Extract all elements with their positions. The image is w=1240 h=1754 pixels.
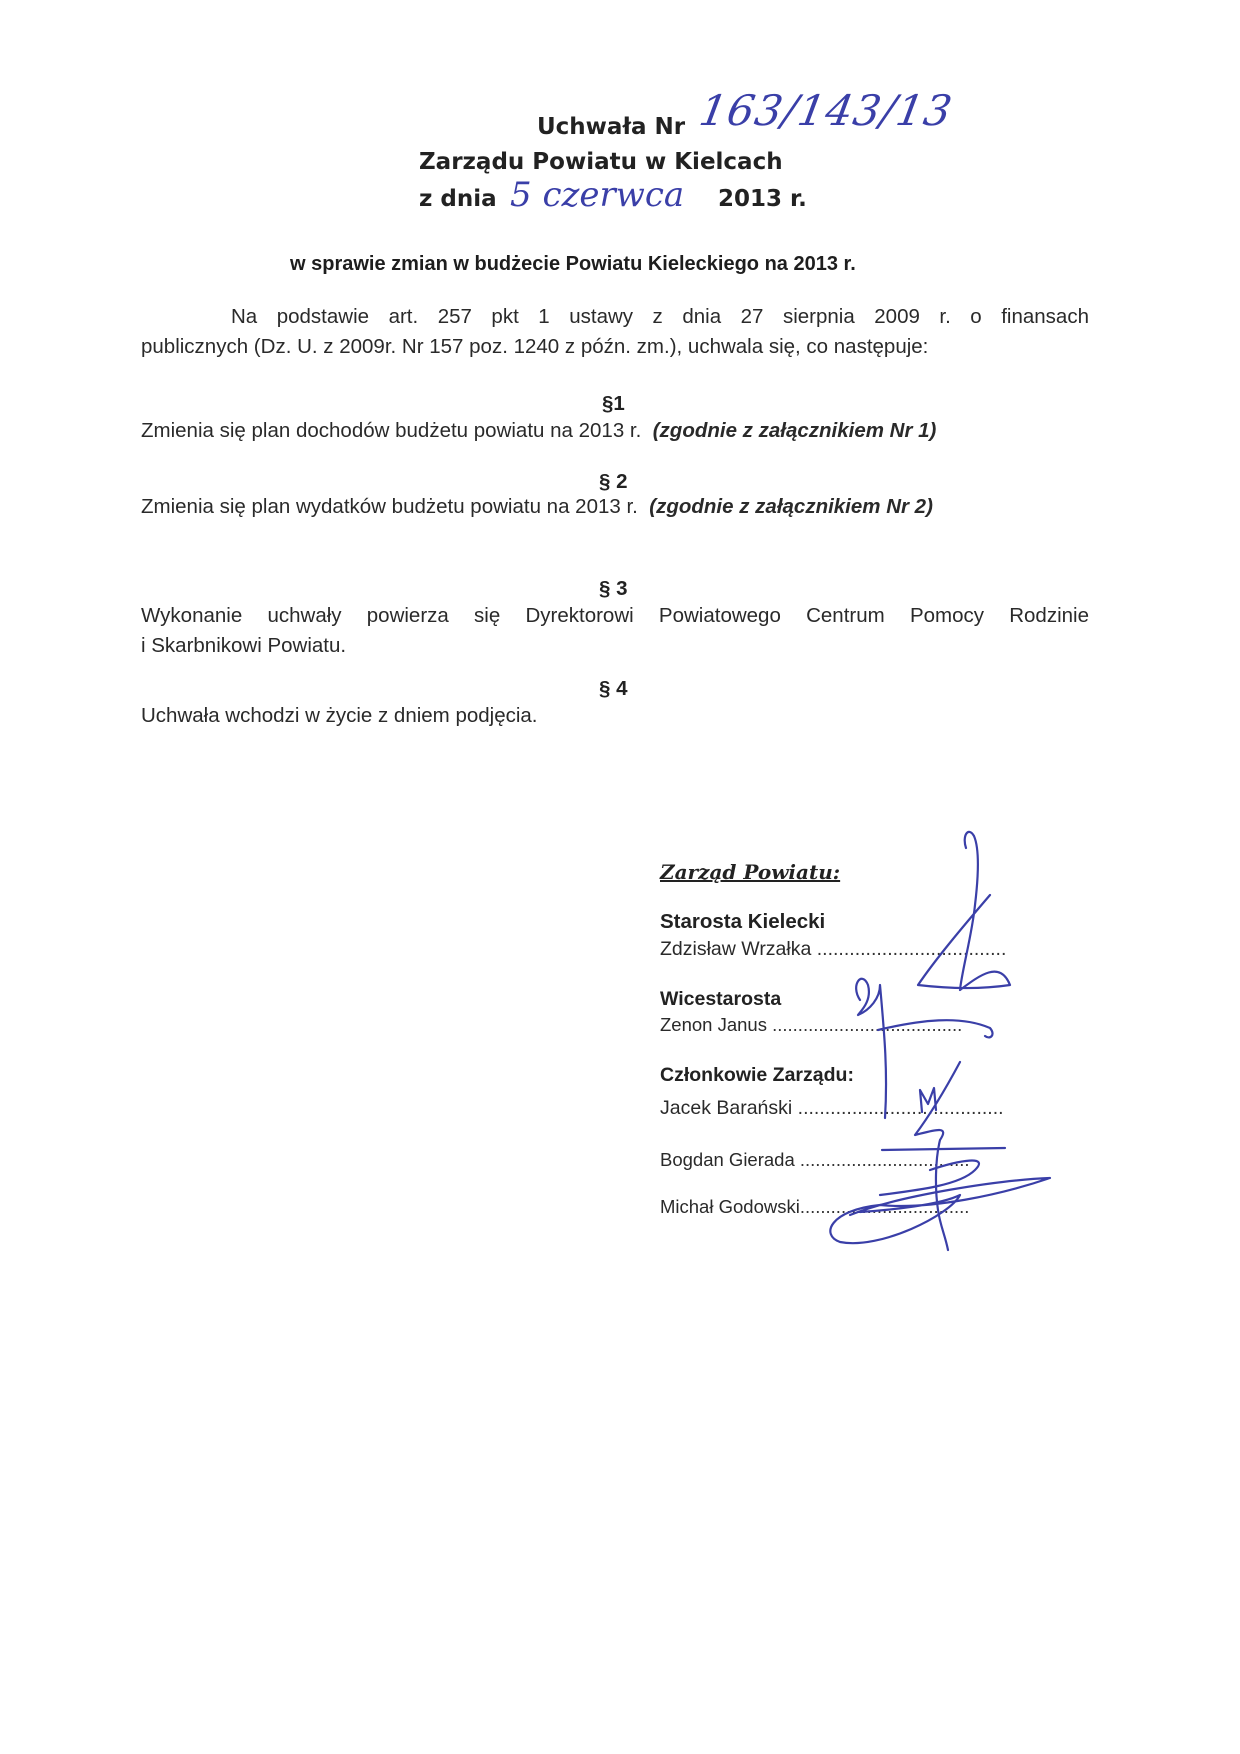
preamble-line-2: publicznych (Dz. U. z 2009r. Nr 157 poz. 1240 z późn. zm.), uchwala się, co następuje: — [141, 335, 929, 358]
resolution-number: 163/143/13 — [695, 86, 957, 135]
section-1-body: Zmienia się plan dochodów budżetu powiatu na 2013 r. — [141, 419, 642, 442]
starosta-dots: ................................... — [816, 938, 1007, 960]
date-prefix: z dnia — [419, 186, 497, 212]
section-4-mark: § 4 — [599, 677, 628, 700]
starosta-name: Zdzisław Wrzałka — [660, 938, 812, 960]
date-suffix: 2013 r. — [718, 186, 807, 212]
members-title: Członkowie Zarządu: — [660, 1064, 854, 1086]
member-2-name: Bogdan Gierada — [660, 1149, 795, 1170]
member-1-name: Jacek Barański — [660, 1097, 793, 1119]
section-1-mark: §1 — [602, 392, 625, 415]
member-3-name: Michał Godowski — [660, 1196, 800, 1217]
starosta-title: Starosta Kielecki — [660, 910, 826, 933]
resolution-label: Uchwała Nr — [537, 114, 686, 140]
board-signatures-title: Zarząd Powiatu: — [660, 860, 841, 884]
section-2-body: Zmienia się plan wydatków budżetu powiatu na 2013 r. — [141, 495, 638, 518]
starosta-signature — [918, 832, 1010, 990]
member-1-dots: ...................................... — [797, 1097, 1004, 1119]
section-4-text: Uchwała wchodzi w życie z dniem podjęcia. — [141, 704, 538, 727]
member-2-signature — [880, 1148, 1005, 1195]
section-2-mark: § 2 — [599, 470, 628, 493]
section-3-line-1: Wykonanie uchwały powierza się Dyrektorowi Powiatowego Centrum Pomocy Rodzinie — [141, 604, 1089, 627]
member-1-signature — [915, 1062, 960, 1250]
date-handwritten: 5 czerwca — [510, 175, 685, 215]
section-1-note: (zgodnie z załącznikiem Nr 1) — [652, 419, 937, 442]
preamble-line-1: Na podstawie art. 257 pkt 1 ustawy z dnia 27 sierpnia 2009 r. o finansach — [231, 305, 1089, 328]
section-3-line-2: i Skarbnikowi Powiatu. — [141, 634, 347, 657]
board-line: Zarządu Powiatu w Kielcach — [419, 149, 783, 175]
member-3-dots: ................................. — [799, 1196, 970, 1217]
subject-line: w sprawie zmian w budżecie Powiatu Kieleckiego na 2013 r. — [290, 253, 856, 275]
vice-name: Zenon Janus — [660, 1014, 767, 1035]
section-3-mark: § 3 — [599, 577, 628, 600]
vice-dots: ..................................... — [772, 1014, 963, 1035]
member-2-dots: ................................. — [799, 1149, 970, 1170]
member-3-signature — [830, 1178, 1050, 1243]
vice-title: Wicestarosta — [660, 988, 782, 1010]
section-2-note: (zgodnie z załącznikiem Nr 2) — [649, 495, 933, 518]
